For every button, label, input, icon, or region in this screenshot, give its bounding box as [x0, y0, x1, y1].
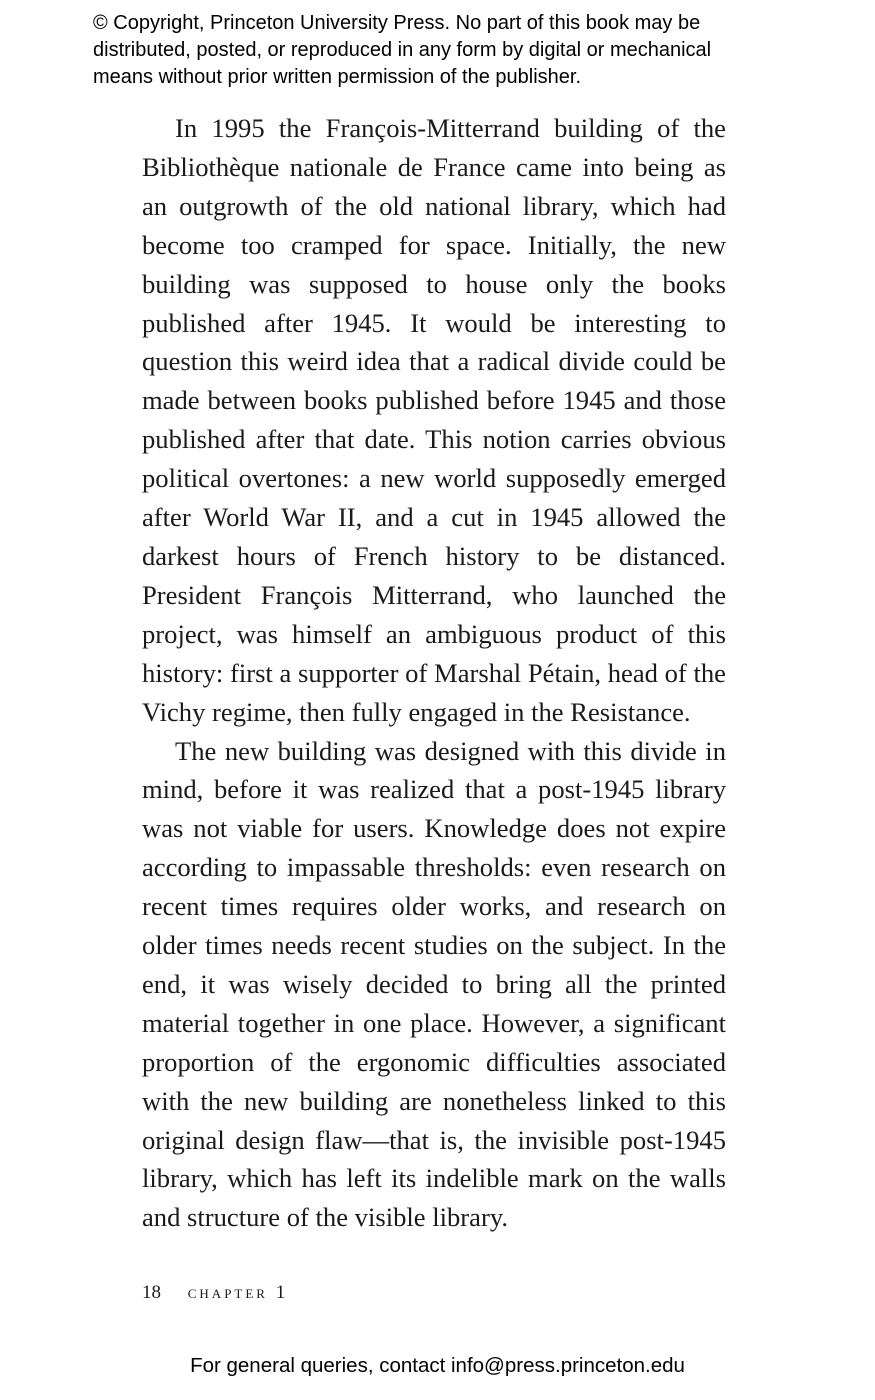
chapter-label: chapter 1 [187, 1282, 289, 1303]
copyright-notice: © Copyright, Princeton University Press. No part of this book may be distributed, posted, or reproduced in any form by digital or mechanical means without prior written permission of the publisher. [93, 12, 712, 88]
contact-line: For general queries, contact info@press.princeton.edu [190, 1354, 685, 1377]
page-number: 18 [142, 1282, 161, 1303]
body-text [142, 109, 726, 1237]
paragraph-1: In 1995 the François-Mitterrand building of the Bibliothèque nationale de France came into being as an outgrowth of the old national library, which had become too cramped for space. Initially, the new building was supposed to house only the books published after 1945. It would be interesting to question this weird idea that a radical divide could be made between books published before 1945 and those published after that date. This notion carries obvious political overtones: a new world supposedly emerged after World War II, and a cut in 1945 allowed the darkest hours of French history to be distanced. President François Mitterrand, who launched the project, was himself an ambiguous product of this history: first a supporter of Marshal Pétain, head of the Vichy regime, then fully engaged in the Resistance. [142, 113, 726, 727]
paragraph-2: The new building was designed with this divide in mind, before it was realized that a post-1945 library was not viable for users. Knowledge does not expire according to impassable thresholds: even research on recent times requires older works, and research on older times needs recent studies on the subject. In the end, it was wisely decided to bring all the printed material together in one place. However, a significant proportion of the ergonomic difficulties associated with the new building are nonetheless linked to this original design flaw—that is, the invisible post-1945 library, which has left its indelible mark on the walls and structure of the visible library. [142, 735, 726, 1233]
running-footer [142, 1280, 288, 1306]
